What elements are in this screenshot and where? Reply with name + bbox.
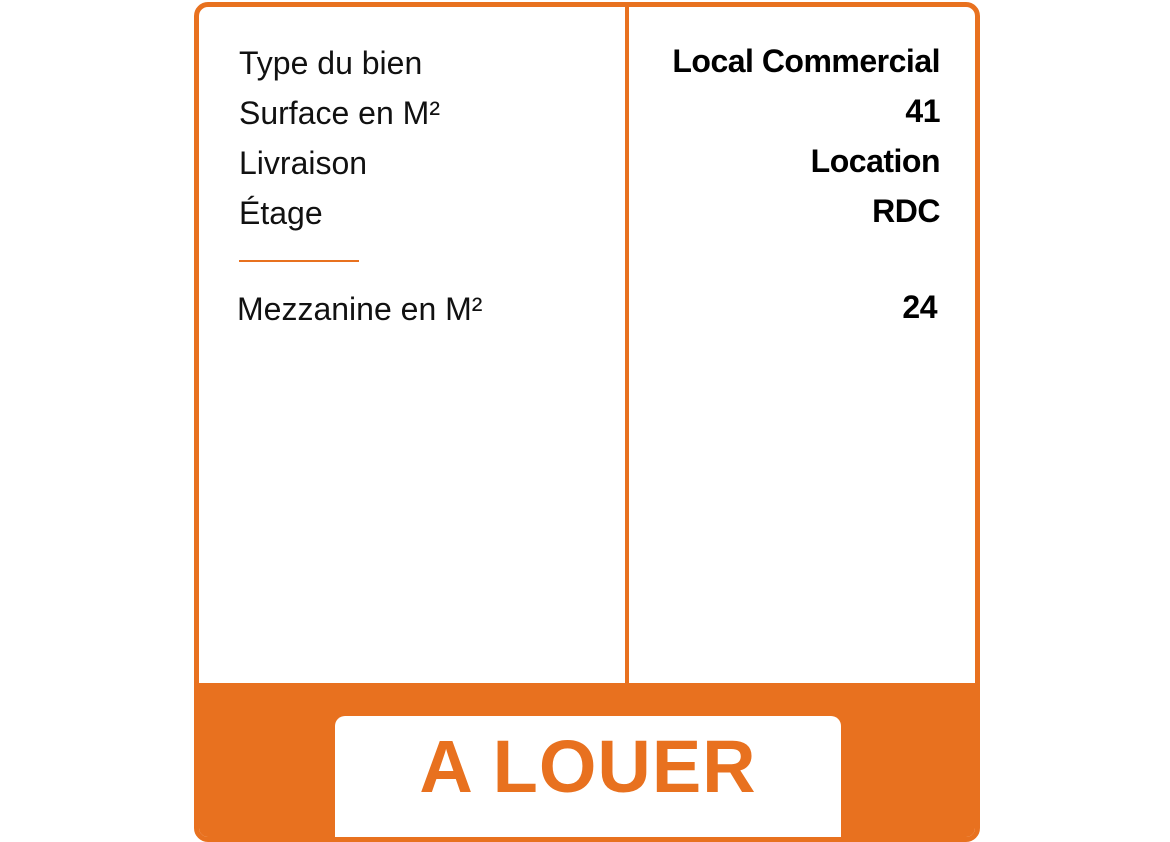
extra-label-mezzanine: Mezzanine en M²: [237, 291, 483, 327]
property-value-surface: 41: [905, 93, 940, 129]
property-value-type: Local Commercial: [672, 43, 940, 79]
section-separator: [239, 260, 359, 262]
property-value-etage: RDC: [872, 193, 940, 229]
property-card: [194, 2, 980, 842]
column-divider: [625, 7, 629, 685]
property-label-surface: Surface en M²: [239, 95, 440, 131]
property-label-livraison: Livraison: [239, 145, 368, 181]
property-label-type: Type du bien: [239, 45, 423, 81]
a-louer-badge: [335, 716, 841, 842]
property-value-livraison: Location: [810, 143, 940, 179]
footer-banner: [199, 683, 975, 842]
extra-value-mezzanine: 24: [902, 289, 937, 325]
a-louer-text: A LOUER: [419, 725, 757, 808]
property-label-etage: Étage: [239, 195, 323, 231]
